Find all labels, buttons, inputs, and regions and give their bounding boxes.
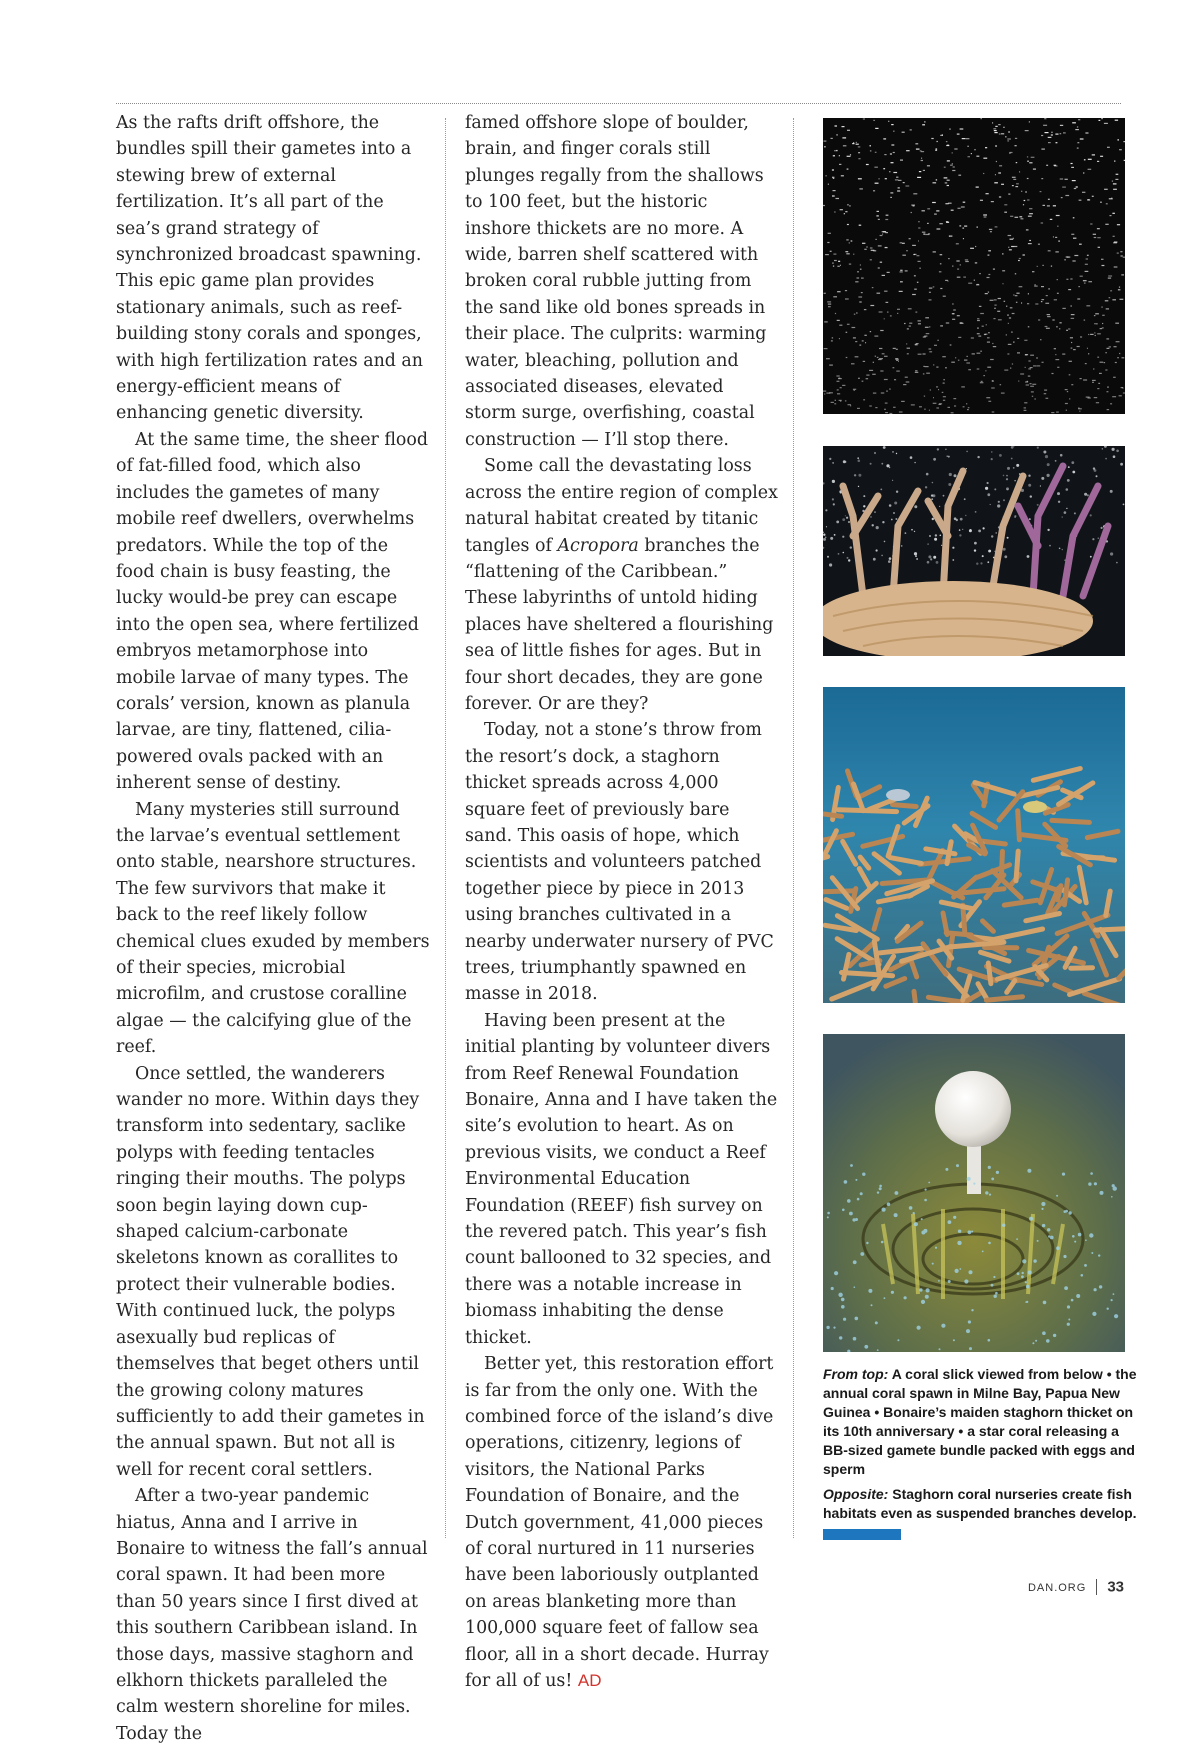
caption-main [823, 1365, 1138, 1479]
photo-staghorn-thicket [823, 687, 1125, 1003]
paragraph: Many mysteries still surround the larvae’s eventual settlement onto stable, nearshore structures. The few survivors that make it back to the reef likely follow chemical clues exuded by members of their species, microbial microfilm, and crustose coralline algae — the calcifying glue of the reef. [116, 797, 430, 1061]
text-span: branches the “flattening of the Caribbean.” These labyrinths of untold hiding places have sheltered a flourishing sea of little fishes for ages. But in four short decades, they are gone forever. Or are they? [465, 536, 773, 714]
text-span: Better yet, this restoration effort is far from the only one. With the combined force of the island’s dive operations, citizenry, legions of visitors, the National Parks Foundation of Bonaire, and the Dutch government, 41,000 pieces of coral nurtured in 11 nurseries have been laboriously outplanted on areas blanketing more than 100,000 square feet of fallow sea floor, all in a short decade. Hurray for all of us! [465, 1354, 773, 1691]
genus-name: Acropora [557, 536, 638, 556]
paragraph: Once settled, the wanderers wander no more. Within days they transform into sedentary, saclike polyps with feeding tentacles ringing their mouths. The polyps soon begin laying down cup-shaped calcium-carbonate skeletons known as corallites to protect their vulnerable bodies. With continued luck, the polyps asexually bud replicas of themselves that beget others until the growing colony matures sufficiently to add their gametes in the annual spawn. But not all is well for recent coral settlers. [116, 1061, 430, 1484]
photo-star-coral-bundle [823, 1034, 1125, 1352]
caption-opposite-lead: Opposite: [823, 1486, 888, 1502]
caption-text: A coral slick viewed from below • the annual coral spawn in Milne Bay, Papua New Guinea • Bonaire’s maiden staghorn thicket on its 10th anniversary • a star coral releasing a BB-sized gamete bundle packed with eggs and sperm [823, 1366, 1137, 1477]
caption-opposite [823, 1485, 1138, 1523]
paragraph: As the rafts drift offshore, the bundles spill their gametes into a stewing brew of external fertilization. It’s all part of the sea’s grand strategy of synchronized broadcast spawning. This epic game plan provides stationary animals, such as reef-building stony corals and sponges, with high fertilization rates and an energy-efficient means of enhancing genetic diversity. [116, 110, 430, 427]
column-divider-2 [793, 118, 794, 1538]
accent-bar [823, 1529, 901, 1540]
paragraph [465, 1351, 778, 1694]
photo-caption [823, 1365, 1138, 1529]
paragraph: famed offshore slope of boulder, brain, and finger corals still plunges regally from the shallows to 100 feet, but the historic inshore thickets are no more. A wide, barren shelf scattered with broken coral rubble jutting from the sand like old bones spreads in their place. The culprits: warming water, bleaching, pollution and associated diseases, elevated storm surge, overfishing, coastal construction — I’ll stop there. [465, 110, 778, 453]
page-footer [1028, 1578, 1124, 1596]
paragraph [465, 453, 778, 717]
photo-coral-slick [823, 118, 1125, 414]
top-divider [116, 103, 1121, 104]
paragraph: After a two-year pandemic hiatus, Anna and I arrive in Bonaire to witness the fall’s annual coral spawn. It had been more than 50 years since I first dived at this southern Caribbean island. In those days, massive staghorn and elkhorn thickets paralleled the calm western shoreline for miles. Today the [116, 1483, 430, 1747]
photo-coral-spawn [823, 446, 1125, 656]
text-span: Some call the devastating loss across the entire region of complex natural habitat created by titanic tangles of [465, 456, 778, 555]
article-column-2 [465, 110, 778, 1694]
footer-site: DAN.ORG [1028, 1582, 1086, 1594]
author-signoff: AD [578, 1671, 602, 1690]
paragraph: Having been present at the initial planting by volunteer divers from Reef Renewal Foundation Bonaire, Anna and I have taken the site’s evolution to heart. As on previous visits, we conduct a Reef Environmental Education Foundation (REEF) fish survey on the revered patch. This year’s fish count ballooned to 32 species, and there was a notable increase in biomass inhabiting the dense thicket. [465, 1008, 778, 1351]
paragraph: Today, not a stone’s throw from the resort’s dock, a staghorn thicket spreads across 4,000 square feet of previously bare sand. This oasis of hope, which scientists and volunteers patched together piece by piece in 2013 using branches cultivated in a nearby underwater nursery of PVC trees, triumphantly spawned en masse in 2018. [465, 717, 778, 1007]
column-divider-1 [445, 118, 446, 1538]
caption-lead: From top: [823, 1366, 888, 1382]
caption-opposite-text: Staghorn coral nurseries create fish habitats even as suspended branches develop. [823, 1486, 1137, 1521]
article-column-1 [116, 110, 430, 1747]
page-number: 33 [1107, 1578, 1124, 1595]
footer-separator [1096, 1579, 1097, 1595]
paragraph: At the same time, the sheer flood of fat-filled food, which also includes the gametes of many mobile reef dwellers, overwhelms predators. While the top of the food chain is busy feasting, the lucky would-be prey can escape into the open sea, where fertilized embryos metamorphose into mobile larvae of many types. The corals’ version, known as planula larvae, are tiny, flattened, cilia-powered ovals packed with an inherent sense of destiny. [116, 427, 430, 797]
